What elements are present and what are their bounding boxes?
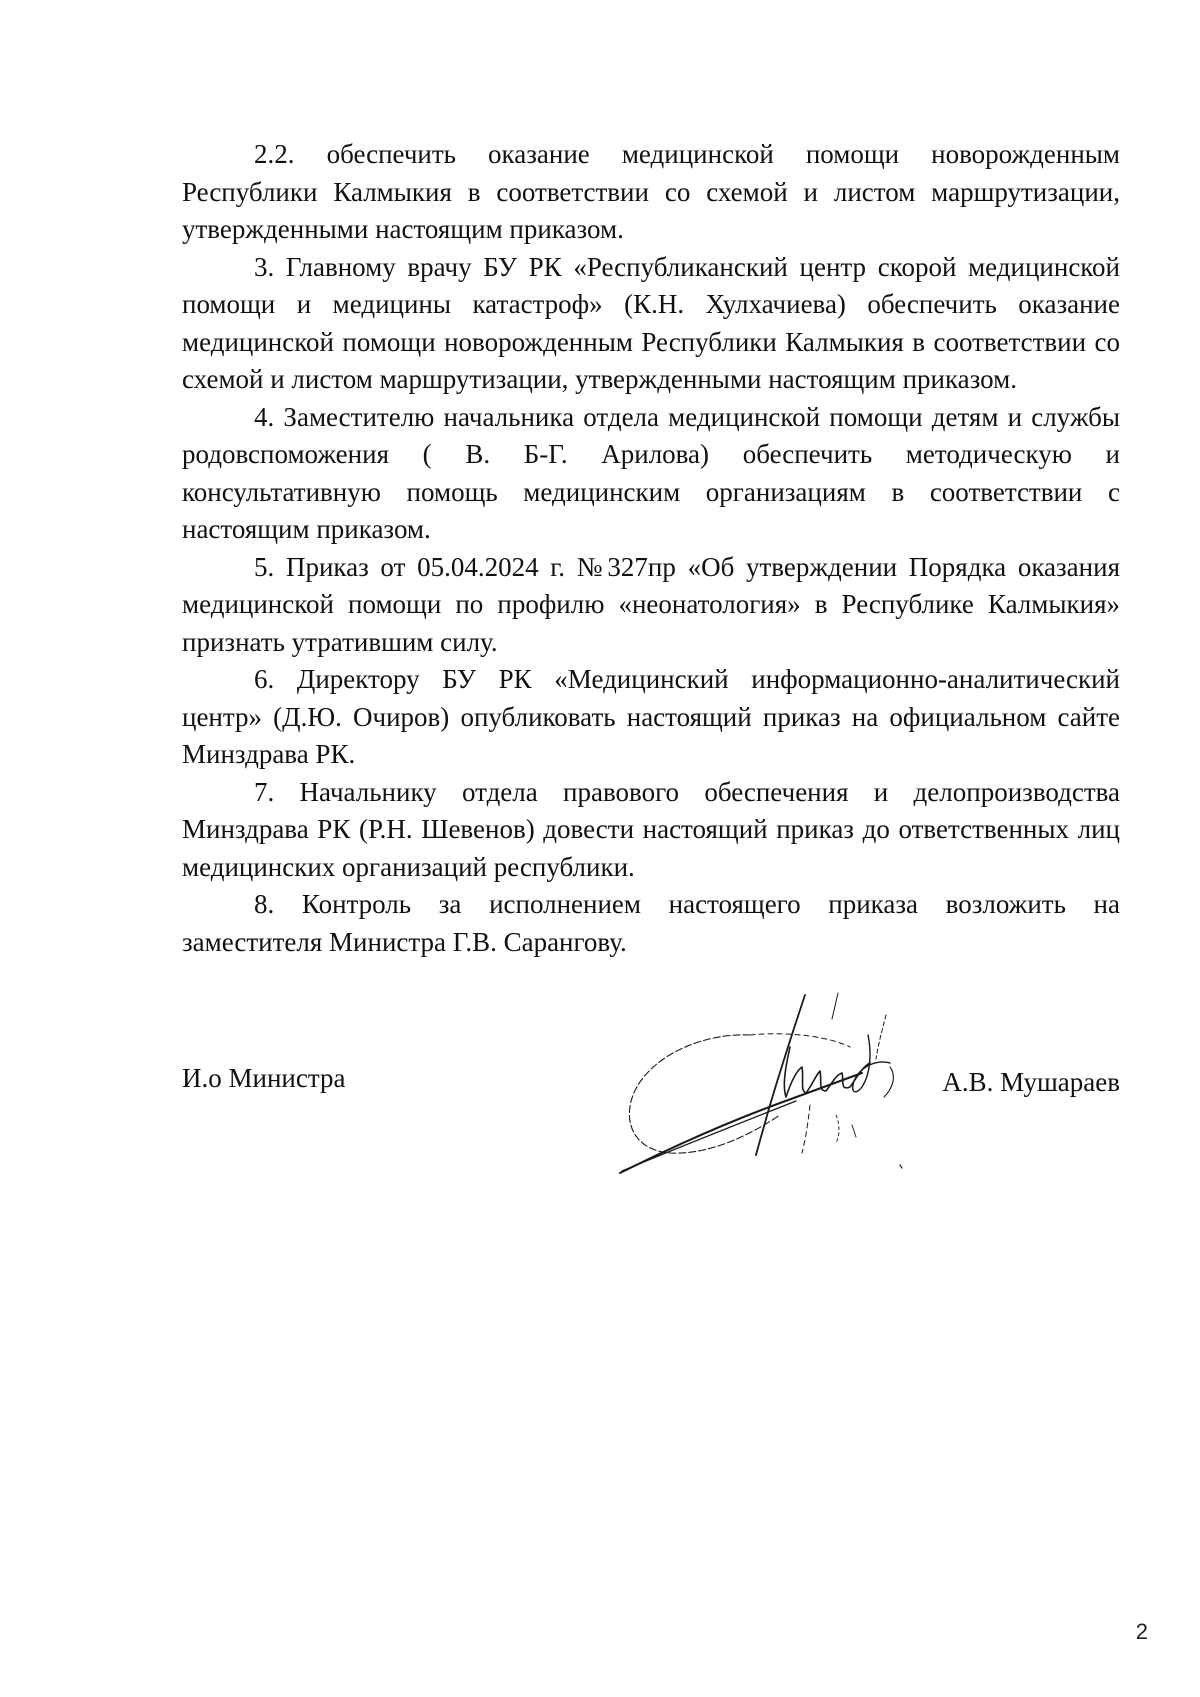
paragraph-3: 3. Главному врачу БУ РК «Республиканский центр скорой медицинской помощи и медицины катастроф» (К.Н. Хулхачиева) обеспечить оказание медицинской помощи новорожденным Республики Калмыкия в соответствии со схемой и листом маршрутизации, утвержденными настоящим приказом. <box>182 251 1120 394</box>
handwritten-signature <box>600 975 930 1185</box>
paragraph-8: 8. Контроль за исполнением настоящего приказа возложить на заместителя Министра Г.В. Сарангову. <box>182 889 1120 957</box>
signatory-name: А.В. Мушараев <box>942 1067 1120 1097</box>
paragraph-2-2: 2.2. обеспечить оказание медицинской помощи новорожденным Республики Калмыкия в соответствии со схемой и листом маршрутизации, утвержденными настоящим приказом. <box>182 139 1120 244</box>
paragraph-4: 4. Заместителю начальника отдела медицинской помощи детям и службы родовспоможения ( В. Б-Г. Арилова) обеспечить методическую и консультативную помощь медицинским организациям в соответствии с настоящим приказом. <box>182 401 1120 544</box>
page-number: 2 <box>1135 1619 1148 1644</box>
order-body <box>182 136 1120 961</box>
paragraph-5: 5. Приказ от 05.04.2024 г. №327пр «Об утверждении Порядка оказания медицинской помощи по профилю «неонатология» в Республике Калмыкия» признать утратившим силу. <box>182 551 1120 657</box>
signatory-role: И.о Министра <box>182 1063 346 1093</box>
paragraph-6: 6. Директору БУ РК «Медицинский информационно-аналитический центр» (Д.Ю. Очиров) опубликовать настоящий приказ на официальном сайте Минздрава РК. <box>182 664 1120 769</box>
paragraph-7: 7. Начальнику отдела правового обеспечения и делопроизводства Минздрава РК (Р.Н. Шевенов) довести настоящий приказ до ответственных лиц медицинских организаций республики. <box>182 776 1120 882</box>
